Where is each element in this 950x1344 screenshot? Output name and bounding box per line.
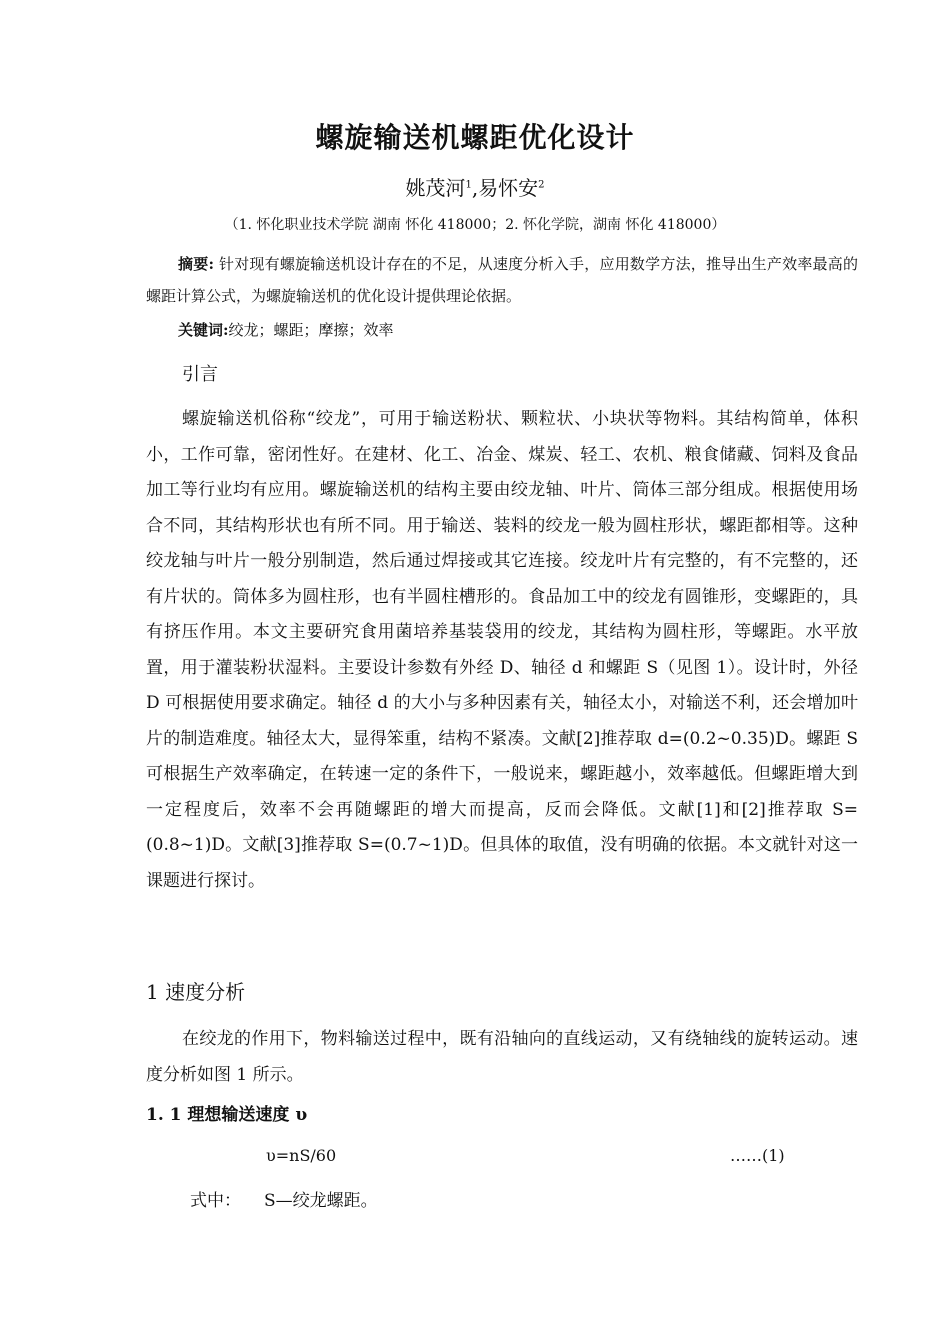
keywords-text: 绞龙；螺距；摩擦；效率 bbox=[228, 321, 394, 339]
intro-paragraph: 螺旋输送机俗称“绞龙”，可用于输送粉状、颗粒状、小块状等物料。其结构简单，体积小，工作可靠，密闭性好。在建材、化工、冶金、煤炭、轻工、农机、粮食储藏、饲料及食品加工等行业均有应用。螺旋输送机的结构主要由绞龙轴、叶片、筒体三部分组成。根据使用场合不同，其结构形状也有所不同。用于输送、装料的绞龙一般为圆柱形状，螺距都相等。这种绞龙轴与叶片一般分别制造，然后通过焊接或其它连接。绞龙叶片有完整的，有不完整的，还有片状的。筒体多为圆柱形，也有半圆柱槽形的。食品加工中的绞龙有圆锥形，变螺距的，具有挤压作用。本文主要研究食用菌培养基装袋用的绞龙，其结构为圆柱形，等螺距。水平放置，用于灌装粉状湿料。主要设计参数有外经 D、轴径 d 和螺距 S（见图 1）。设计时，外径 D 可根据使用要求确定。轴径 d 的大小与多种因素有关，轴径太小，对输送不利，还会增加叶片的制造难度。轴径太大，显得笨重，结构不紧凑。文献[2]推荐取 d=(0.2~0.35)D。螺距 S 可根据生产效率确定，在转速一定的条件下，一般说来，螺距越小，效率越低。但螺距增大到一定程度后，效率不会再随螺距的增大而提高，反而会降低。文献[1]和[2]推荐取 S=(0.8~1)D。文献[3]推荐取 S=(0.7~1)D。但具体的取值，没有明确的依据。本文就针对这一课题进行探讨。 bbox=[146, 409, 858, 891]
author-name: 姚茂河 bbox=[405, 176, 466, 200]
author-affil-mark: 1 bbox=[465, 179, 472, 191]
section-paragraph: 在绞龙的作用下，物料输送过程中，既有沿轴向的直线运动，又有绕轴线的旋转运动。速度分析如图 1 所示。 bbox=[146, 1029, 858, 1085]
author-affil-mark: 2 bbox=[538, 179, 545, 191]
where-definition: S—绞龙螺距。 bbox=[264, 1191, 378, 1211]
abstract-text: 针对现有螺旋输送机设计存在的不足，从速度分析入手，应用数学方法，推导出生产效率最高的螺距计算公式，为螺旋输送机的优化设计提供理论依据。 bbox=[146, 255, 858, 305]
equation-number: ……(1) bbox=[730, 1146, 785, 1165]
author-name: 易怀安 bbox=[478, 176, 539, 200]
where-label: 式中： bbox=[190, 1191, 241, 1211]
keywords-label: 关键词: bbox=[178, 321, 229, 339]
affiliation: （1. 怀化职业技术学院 湖南 怀化 418000；2. 怀化学院，湖南 怀化 418000） bbox=[224, 217, 726, 233]
author-separator: , bbox=[471, 176, 479, 200]
subsection-heading: 1. 1 理想输送速度 υ bbox=[146, 1105, 308, 1125]
paper-title: 螺旋输送机螺距优化设计 bbox=[315, 121, 635, 154]
section-heading: 1 速度分析 bbox=[146, 980, 246, 1004]
author-line bbox=[0, 172, 950, 201]
abstract bbox=[146, 248, 858, 312]
keywords bbox=[178, 316, 394, 344]
intro-heading: 引言 bbox=[182, 364, 218, 385]
equation: υ=nS/60 bbox=[266, 1146, 337, 1165]
abstract-label: 摘要: bbox=[178, 255, 214, 273]
